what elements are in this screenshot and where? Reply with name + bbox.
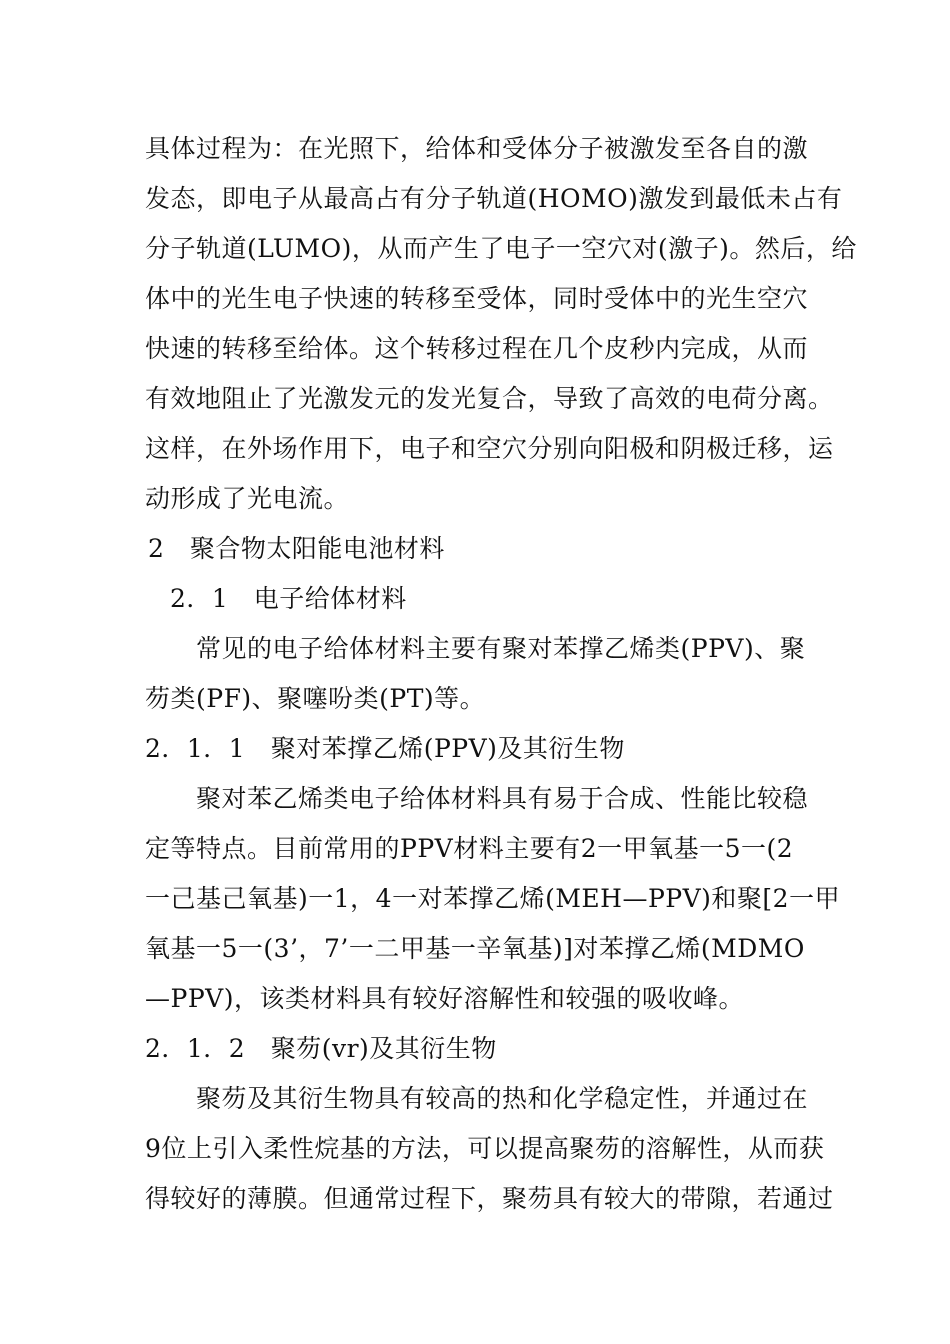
text-line: 快速的转移至给体。这个转移过程在几个皮秒内完成，从而 (145, 334, 809, 363)
subsubsection-heading: 2．1．1 聚对苯撑乙烯(PPV)及其衍生物 (145, 734, 625, 763)
text-line: 得较好的薄膜。但通常过程下，聚芴具有较大的带隙，若通过 (145, 1184, 834, 1213)
section-heading: 2 聚合物太阳能电池材料 (148, 534, 445, 563)
text-line: 芴类(PF)、聚噻吩类(PT)等。 (145, 684, 486, 713)
text-line: —PPV)，该类材料具有较好溶解性和较强的吸收峰。 (145, 984, 744, 1013)
text-line: 氧基一5一(3’，7’一二甲基一辛氧基)]对苯撑乙烯(MDMO (145, 934, 805, 963)
subsubsection-heading: 2．1．2 聚芴(vr)及其衍生物 (145, 1034, 497, 1063)
subsection-heading: 2．1 电子给体材料 (170, 584, 407, 613)
text-line: 体中的光生电子快速的转移至受体，同时受体中的光生空穴 (145, 284, 809, 313)
text-line: 动形成了光电流。 (145, 484, 350, 513)
text-line: 聚对苯乙烯类电子给体材料具有易于合成、性能比较稳 (196, 784, 809, 813)
text-line: 定等特点。目前常用的PPV材料主要有2一甲氧基一5一(2 (145, 834, 794, 863)
text-line: 有效地阻止了光激发元的发光复合，导致了高效的电荷分离。 (145, 384, 834, 413)
text-line: 9位上引入柔性烷基的方法，可以提高聚芴的溶解性，从而获 (145, 1134, 825, 1163)
text-line: 具体过程为：在光照下，给体和受体分子被激发至各自的激 (145, 134, 809, 163)
text-line: 这样，在外场作用下，电子和空穴分别向阳极和阴极迁移，运 (145, 434, 834, 463)
text-line: 分子轨道(LUMO)，从而产生了电子一空穴对(激子)。然后，给 (145, 234, 857, 263)
text-line: 常见的电子给体材料主要有聚对苯撑乙烯类(PPV)、聚 (196, 634, 806, 663)
text-line: 一己基己氧基)一1，4一对苯撑乙烯(MEH—PPV)和聚[2一甲 (145, 884, 841, 913)
text-line: 发态，即电子从最高占有分子轨道(HOMO)激发到最低未占有 (145, 184, 843, 213)
text-line: 聚芴及其衍生物具有较高的热和化学稳定性，并通过在 (196, 1084, 809, 1113)
